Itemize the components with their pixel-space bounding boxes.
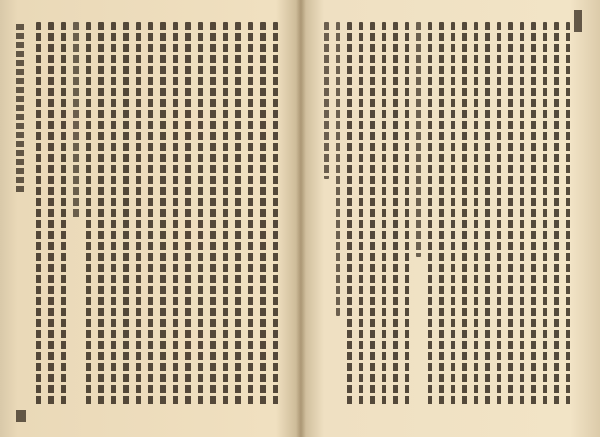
text-column <box>324 22 329 179</box>
text-column <box>497 22 502 406</box>
text-column <box>566 22 571 406</box>
text-column <box>148 22 153 406</box>
running-header <box>16 24 24 194</box>
text-column <box>439 22 444 406</box>
text-column <box>48 22 53 406</box>
text-column <box>428 22 433 406</box>
text-column <box>520 22 525 406</box>
text-column <box>554 22 559 406</box>
text-column <box>336 22 341 316</box>
text-column <box>393 22 398 406</box>
text-column <box>198 22 203 406</box>
text-column <box>223 22 228 406</box>
text-column <box>531 22 536 406</box>
text-column <box>543 22 548 406</box>
text-column <box>382 22 387 406</box>
text-column <box>98 22 103 406</box>
right-page <box>314 8 586 428</box>
text-column <box>73 22 78 218</box>
page-number <box>574 10 582 32</box>
left-body-text <box>36 22 278 414</box>
text-column <box>185 22 190 406</box>
text-column <box>273 22 278 406</box>
text-column <box>248 22 253 406</box>
text-column <box>451 22 456 406</box>
text-column <box>462 22 467 406</box>
text-column <box>235 22 240 406</box>
text-column <box>123 22 128 406</box>
text-column <box>347 22 352 406</box>
right-body-text <box>324 22 570 414</box>
text-column <box>508 22 513 406</box>
text-column <box>370 22 375 406</box>
page-number <box>16 410 26 422</box>
text-column <box>260 22 265 406</box>
text-column <box>111 22 116 406</box>
text-column <box>474 22 479 406</box>
text-column <box>61 22 66 406</box>
text-column <box>173 22 178 406</box>
text-column <box>405 22 410 406</box>
text-column <box>160 22 165 406</box>
text-column <box>359 22 364 406</box>
text-column <box>86 22 91 406</box>
text-column <box>210 22 215 406</box>
gutter <box>296 0 306 437</box>
text-column <box>416 22 421 257</box>
left-page <box>14 8 286 428</box>
text-column <box>136 22 141 406</box>
text-column <box>485 22 490 406</box>
text-column <box>36 22 41 406</box>
